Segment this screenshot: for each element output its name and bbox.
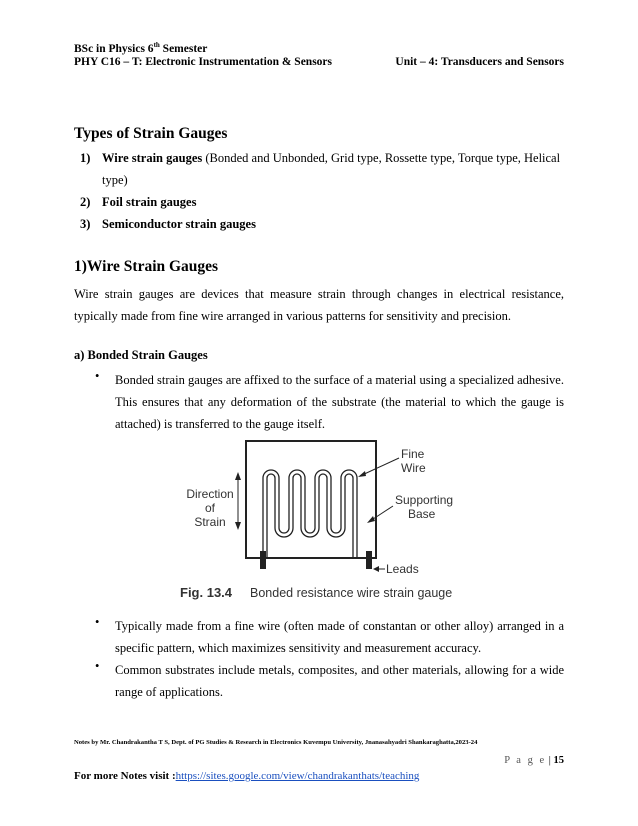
- bullet-dot: •: [95, 369, 100, 383]
- lead-left: [260, 551, 266, 569]
- types-heading: Types of Strain Gauges: [74, 125, 228, 142]
- strain-gauge-figure: [170, 438, 490, 608]
- of-label: of: [204, 501, 216, 515]
- notes-link[interactable]: https://sites.google.com/view/chandrakanthats/teaching: [175, 770, 420, 782]
- header-unit: Unit – 4: Transducers and Sensors: [395, 56, 564, 68]
- list-item-continuation: type): [102, 173, 128, 187]
- header-semester: BSc in Physics 6th Semester: [74, 41, 208, 55]
- wire-label: Wire: [401, 461, 426, 475]
- fine-label: Fine: [401, 447, 425, 461]
- fine-wire: [263, 470, 357, 558]
- bullet-dot: •: [95, 659, 100, 673]
- figure-caption-number: Fig. 13.4: [180, 585, 233, 600]
- wire-heading: 1)Wire Strain Gauges: [74, 258, 219, 275]
- bonded-heading: a) Bonded Strain Gauges: [74, 348, 208, 362]
- bonded-bullet-1: Bonded strain gauges are affixed to the surface of a material using a specialized adhesive. This ensures that any deformation of the substrate (the material to which the gauge is attached) is transferred to the gauge itself.: [115, 373, 564, 431]
- figure-caption-text: Bonded resistance wire strain gauge: [250, 586, 453, 600]
- base-label: Base: [408, 507, 436, 521]
- footer-note: Notes by Mr. Chandrakantha T S, Dept. of PG Studies & Research in Electronics Kuvempu University, Jnanasahyadri Shankaraghatta,2023-24: [74, 739, 478, 746]
- supporting-label: Supporting: [395, 493, 454, 507]
- wire-intro: Wire strain gauges are devices that measure strain through changes in electrical resistance, typically made from fine wire arranged in various patterns for sensitivity and precision.: [74, 287, 564, 323]
- list-item: 3) Semiconductor strain gauges: [80, 217, 256, 231]
- header-course: PHY C16 – T: Electronic Instrumentation & Sensors: [74, 56, 332, 68]
- strain-label: Strain: [194, 515, 226, 529]
- bullet-dot: •: [95, 615, 100, 629]
- list-item: 2) Foil strain gauges: [80, 195, 197, 209]
- page-number: P a g e | 15: [504, 755, 564, 766]
- more-notes: For more Notes visit :https://sites.google.com/view/chandrakanthats/teaching: [74, 770, 420, 782]
- lead-right: [366, 551, 372, 569]
- list-item: 1) Wire strain gauges (Bonded and Unbonded, Grid type, Rossette type, Torque type, Helical: [80, 151, 561, 165]
- leads-label: Leads: [386, 562, 419, 576]
- bonded-bullet-3: Common substrates include metals, composites, and other materials, allowing for a wide range of applications.: [115, 663, 564, 699]
- bonded-bullet-2: Typically made from a fine wire (often made of constantan or other alloy) arranged in a specific pattern, which maximizes sensitivity and measurement accuracy.: [115, 619, 564, 655]
- direction-label: Direction: [186, 487, 234, 501]
